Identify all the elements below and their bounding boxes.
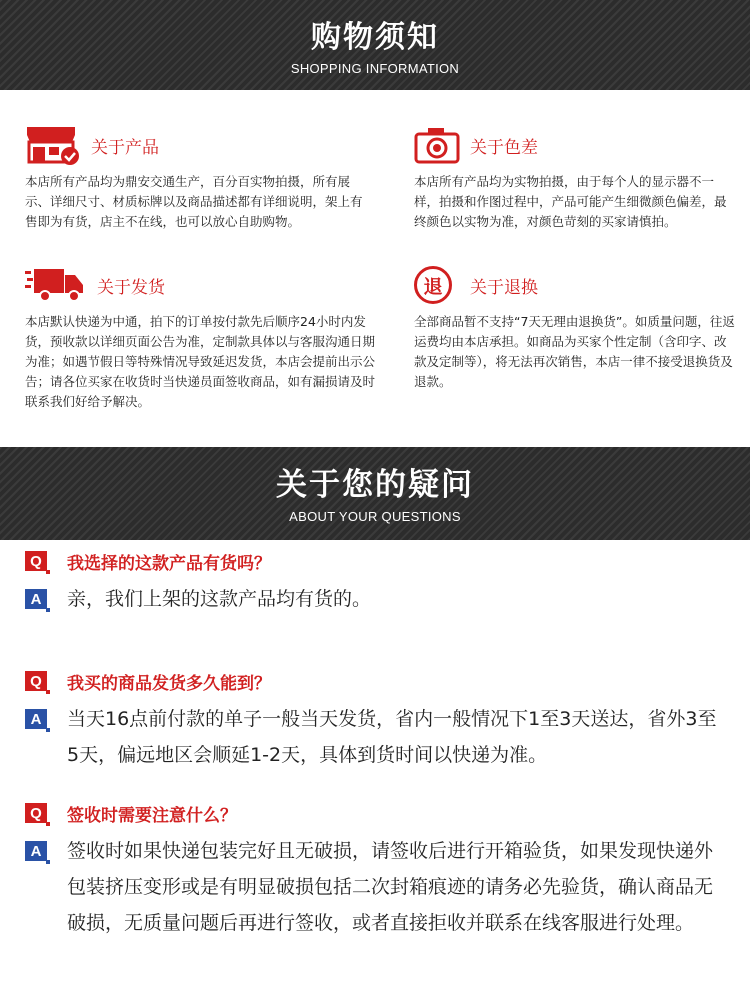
faq-answer: 亲，我们上架的这款产品均有货的。 xyxy=(67,588,372,610)
section-return-body: 全部商品暂不支持“7天无理由退换货”。如质量问题，往返运费均由本店承担。如商品为买家个性定制（含印字、改款及定制等），将无法再次销售，本店一律不接受退换货及退款。 xyxy=(414,314,735,389)
section-return-title: 关于退换 xyxy=(470,277,538,298)
faq-question-row xyxy=(25,667,730,695)
question-badge-icon: Q xyxy=(25,551,47,571)
return-icon-glyph: 退 xyxy=(414,266,452,304)
store-icon xyxy=(25,124,85,166)
truck-icon xyxy=(25,264,91,306)
faq-answer: 签收时如果快递包装完好且无破损，请签收后进行开箱验货，如果发现快递外包装挤压变形或是有明显破损包括二次封箱痕迹的请务必先验货，确认商品无破损，无质量问题后再进行签收，或者直接拒收并联系在线客服进行处理。 xyxy=(67,840,714,934)
questions-subtitle: ABOUT YOUR QUESTIONS xyxy=(289,509,461,524)
section-color xyxy=(414,124,736,232)
shopping-info-title: 购物须知 xyxy=(311,20,439,55)
section-product-header xyxy=(25,124,365,166)
section-product xyxy=(25,124,365,232)
section-return-header xyxy=(414,264,736,306)
answer-badge-icon: A xyxy=(25,589,47,609)
question-badge-icon: Q xyxy=(25,803,47,823)
faq-item-signing xyxy=(25,799,730,941)
section-product-body: 本店所有产品均为鼎安交通生产，百分百实物拍摄，所有展示、详细尺寸、材质标牌以及商品描述都有详细说明，架上有售即为有货，店主不在线，也可以放心自助购物。 xyxy=(25,174,363,229)
faq-question-row xyxy=(25,547,730,575)
faq-answer: 当天16点前付款的单子一般当天发货，省内一般情况下1至3天送达，省外3至5天，偏远地区会顺延1-2天，具体到货时间以快递为准。 xyxy=(67,708,717,766)
answer-badge-icon: A xyxy=(25,841,47,861)
shopping-info-banner xyxy=(0,0,750,90)
faq-question: 签收时需要注意什么？ xyxy=(67,805,237,826)
faq-answer-row xyxy=(25,581,730,617)
question-badge-icon: Q xyxy=(25,671,47,691)
questions-title: 关于您的疑问 xyxy=(276,467,474,503)
answer-badge-icon: A xyxy=(25,709,47,729)
section-product-title: 关于产品 xyxy=(91,137,159,158)
faq-question: 我买的商品发货多久能到？ xyxy=(67,673,271,694)
camera-icon xyxy=(414,124,464,166)
section-shipping xyxy=(25,264,375,412)
faq-question: 我选择的这款产品有货吗？ xyxy=(67,553,271,574)
return-icon xyxy=(414,264,464,306)
section-color-title: 关于色差 xyxy=(470,137,538,158)
section-color-header xyxy=(414,124,736,166)
faq-question-row xyxy=(25,799,730,827)
section-shipping-body: 本店默认快递为中通，拍下的订单按付款先后顺序24小时内发货，预收款以详细页面公告为准，定制款具体以与客服沟通日期为准；如遇节假日等特殊情况导致延迟发货，本店会提前出示公告；请各位买家在收货时当快递员面签收商品，如有漏损请及时联系我们好给予解决。 xyxy=(25,314,376,409)
section-color-body: 本店所有产品均为实物拍摄，由于每个人的显示器不一样，拍摄和作图过程中，产品可能产生细微颜色偏差，最终颜色以实物为准，对颜色苛刻的买家请慎拍。 xyxy=(414,174,727,229)
section-return xyxy=(414,264,736,392)
faq-item-stock xyxy=(25,547,730,617)
questions-banner xyxy=(0,447,750,540)
faq-item-delivery xyxy=(25,667,730,773)
section-shipping-header xyxy=(25,264,375,306)
faq-answer-row xyxy=(25,701,730,773)
shopping-info-subtitle: SHOPPING INFORMATION xyxy=(290,61,460,76)
section-shipping-title: 关于发货 xyxy=(97,277,165,298)
faq-answer-row xyxy=(25,833,730,941)
